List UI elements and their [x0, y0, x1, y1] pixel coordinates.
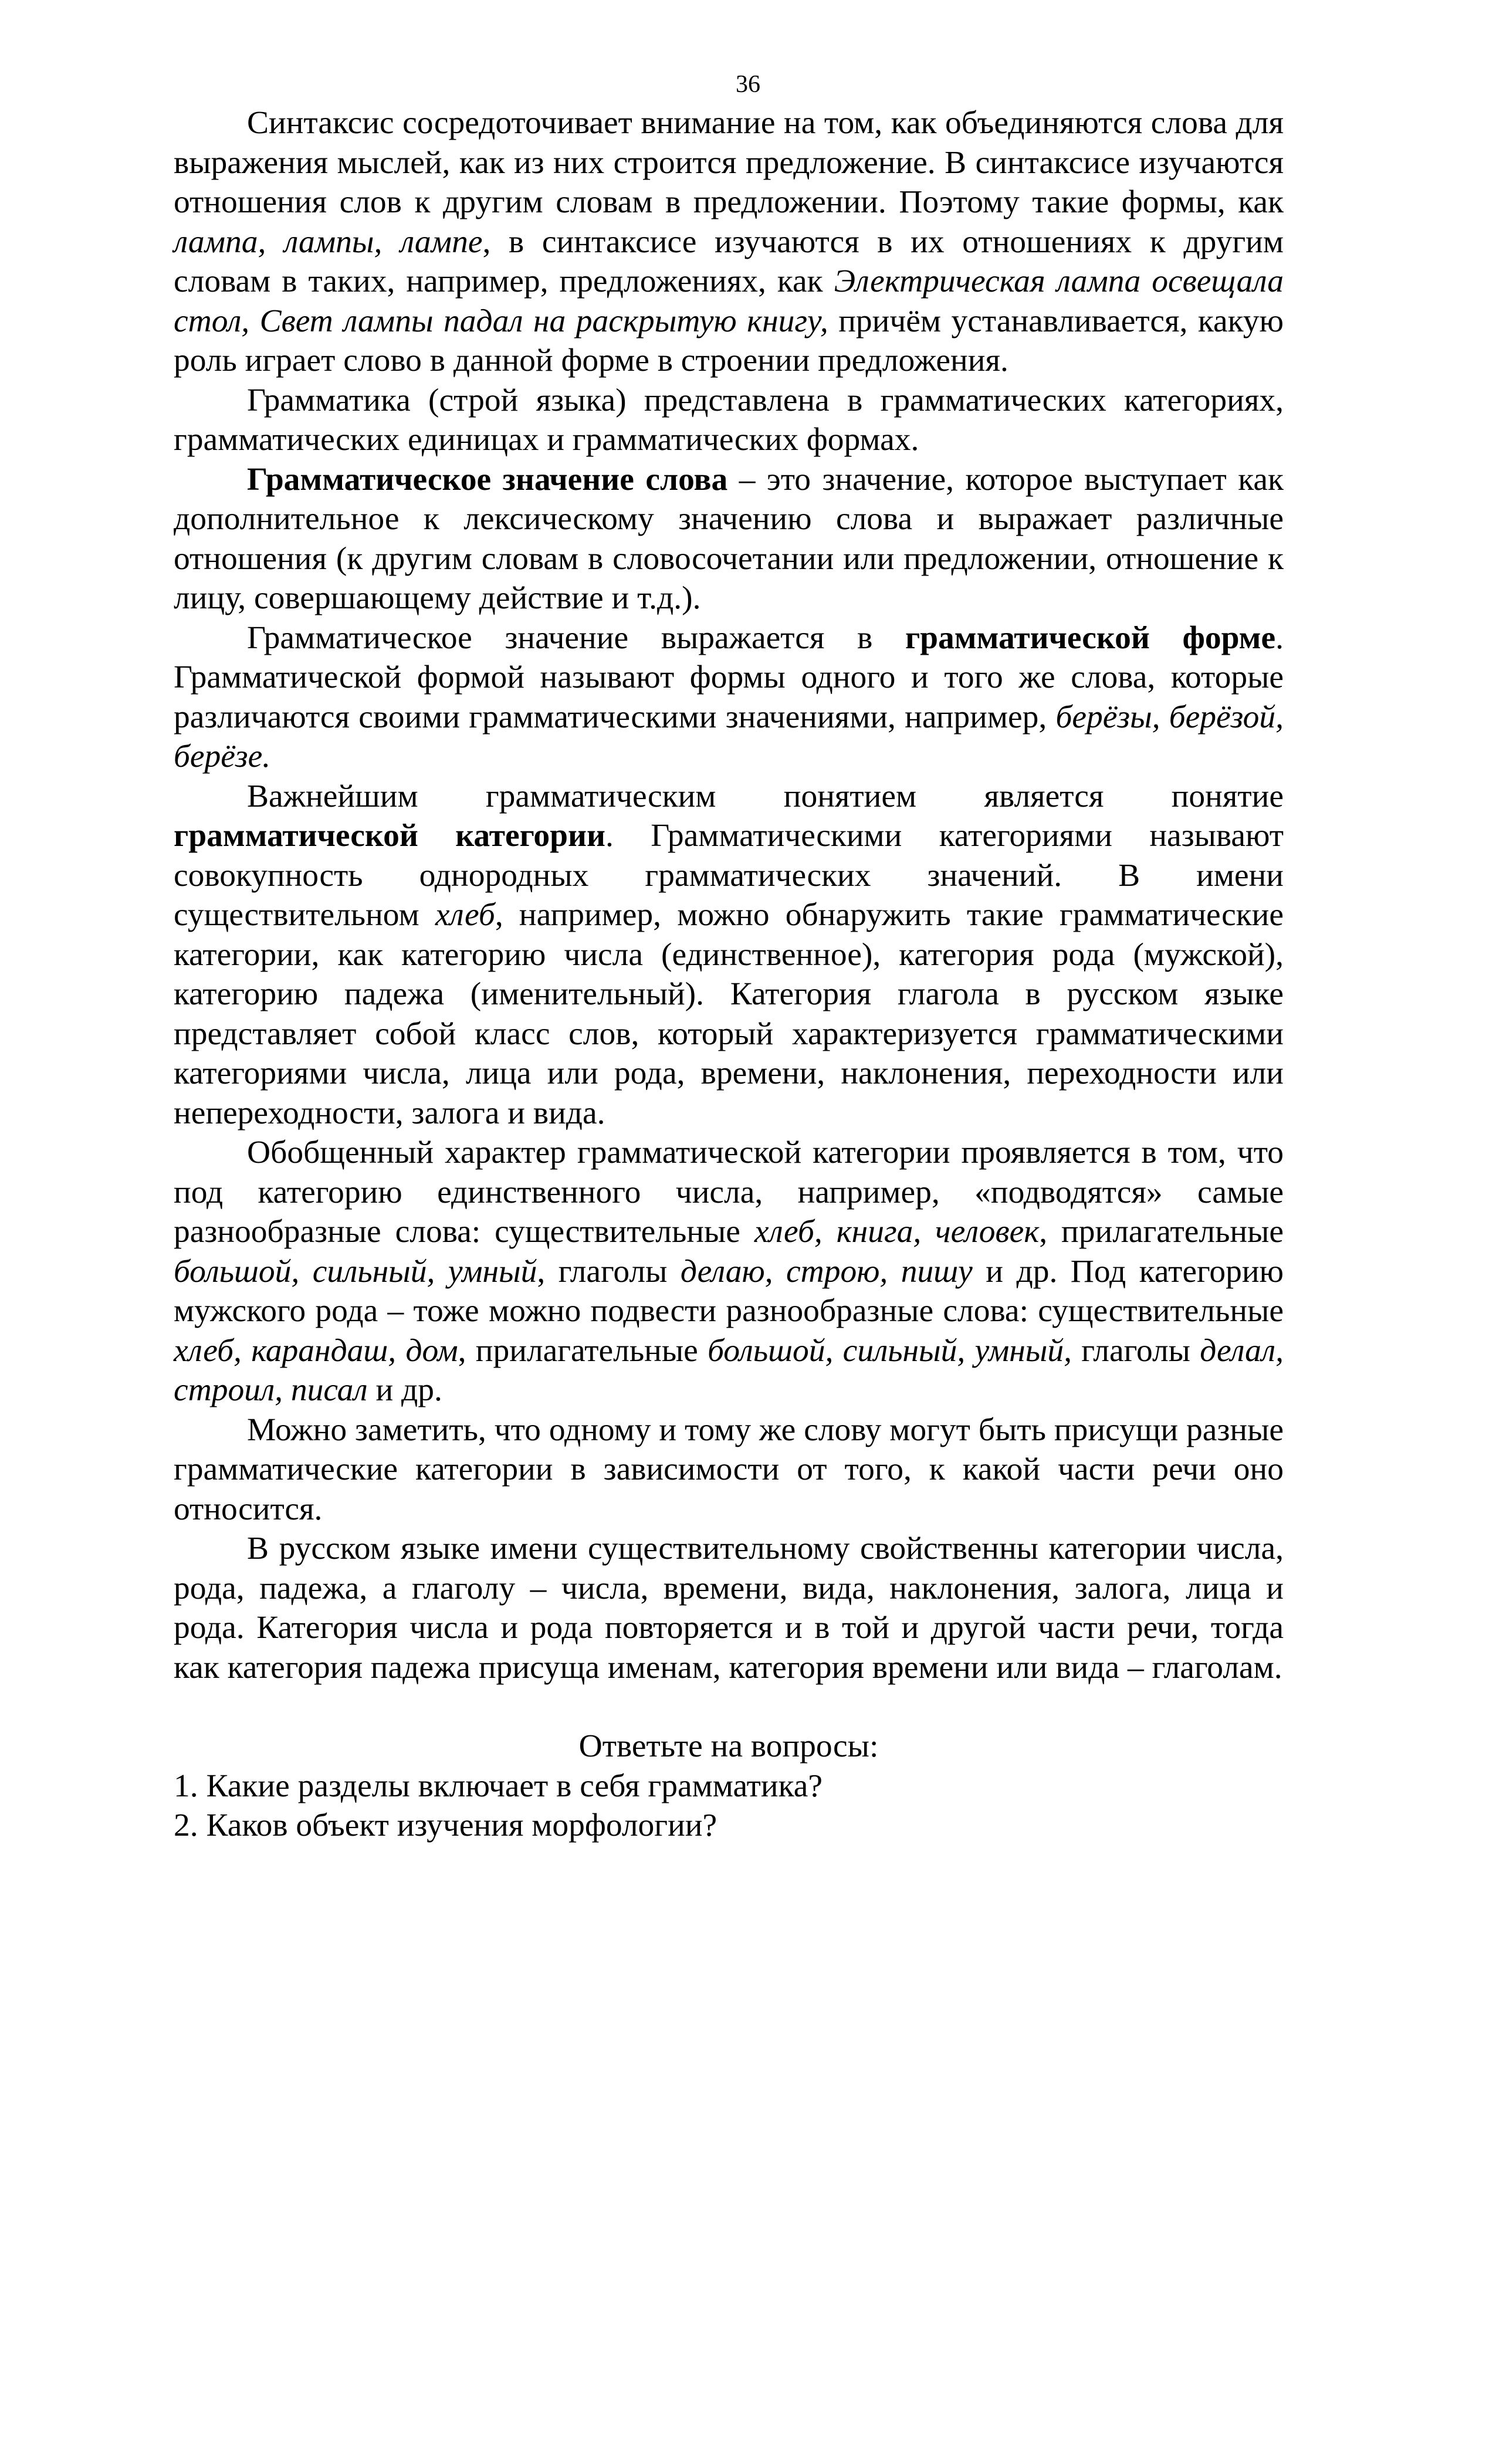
italic-example: делаю, строю, пишу — [680, 1253, 973, 1289]
text-span: , прилагательные — [1039, 1214, 1284, 1250]
italic-example: делал, строил, писал — [174, 1332, 1284, 1408]
question-item: 2. Каков объект изучения морфологии? — [174, 1808, 717, 1843]
text-span: , глаголы — [537, 1253, 681, 1289]
text-span: глаголы — [1072, 1332, 1200, 1369]
questions-heading: Ответьте на вопросы: — [578, 1728, 879, 1764]
text-span: . Грамматической формой называют формы одного и того же слова, которые различаются своими грамматическими значениями, например, — [174, 620, 1284, 735]
text-span: , в синтаксисе изучаются в их отношениях к другим словам в таких, например, предложениях, как — [174, 224, 1284, 299]
text-span: Можно заметить, что одному и тому же слову могут быть присущи разные грамматические категории в зависимости от того, к какой части речи оно относится. — [174, 1412, 1284, 1527]
text-span: – это значение, которое выступает как дополнительное к лексическому значению слова и выражает различные отношения (к другим словам в словосочетании или предложении, отношение к лицу, совершающему действие и т.д.). — [174, 461, 1284, 616]
bold-term: Грамматическое значение слова — [247, 461, 728, 497]
paragraph-russian-categories — [174, 1529, 1284, 1687]
text-span: и др. — [367, 1372, 442, 1408]
text-span: причём устанавливается, какую роль играет слово в данной форме в строении предложения. — [174, 303, 1284, 378]
italic-example: берёзы, берёзой, берёзе. — [174, 699, 1284, 774]
page-number: 36 — [736, 71, 760, 98]
paragraph-word-categories — [174, 1410, 1284, 1529]
text-span: Важнейшим грамматическим понятием является понятие — [247, 778, 1284, 814]
text-span: Грамматика (строй языка) представлена в грамматических категориях, грамматических единицах и грамматических формах. — [174, 382, 1284, 458]
bold-term: грамматической категории — [174, 818, 605, 854]
text-span: Грамматическое значение выражается в — [247, 620, 905, 656]
paragraph-grammatical-meaning — [174, 460, 1284, 618]
italic-example: хлеб — [435, 897, 495, 933]
italic-example: большой, сильный, умный — [174, 1253, 537, 1289]
text-span: . Грамматическими категориями называют совокупность однородных грамматических значений. В имени существительном — [174, 818, 1284, 933]
text-span: В русском языке имени существительному свойственны категории числа, рода, падежа, а глаголу – числа, времени, вида, наклонения, залога, лица и рода. Категория числа и рода повторяется и в той и другой части речи, тогда как категория падежа присуща именам, категория времени или вида – глаголам. — [174, 1531, 1284, 1685]
text-span: Синтаксис сосредоточивает внимание на том, как объединяются слова для выражения мыслей, как из них строится предложение. В синтаксисе изучаются отношения слов к другим словам в предложении. Поэтому такие формы, как — [174, 105, 1284, 220]
text-span: , например, можно обнаружить такие грамматические категории, как категорию числа (единственное), категория рода (мужской), категорию падежа (именительный). Категория глагола в русском языке представляет собой класс слов, который характеризуется грамматическими категориями числа, лица или рода, времени, наклонения, переходности или непереходности, залога и вида. — [174, 897, 1284, 1131]
document-body — [174, 103, 1284, 1846]
text-span: и др. Под категорию мужского рода – тоже можно подвести разнообразные слова: существительные — [174, 1253, 1284, 1329]
italic-example: хлеб, книга, человек — [754, 1214, 1040, 1250]
text-span: Обобщенный характер грамматической категории проявляется в том, что под категорию единственного числа, например, «подводятся» самые разнообразные слова: существительные — [174, 1135, 1284, 1250]
paragraph-generalized-character — [174, 1133, 1284, 1410]
italic-example: большой, сильный, умный, — [708, 1332, 1072, 1369]
italic-example: хлеб, карандаш, дом — [174, 1332, 458, 1369]
paragraph-grammar — [174, 381, 1284, 460]
italic-example: лампа, лампы, лампе — [174, 224, 483, 260]
italic-example: Электрическая лампа освещала стол, Свет лампы падал на раскрытую книгу, — [174, 263, 1284, 339]
paragraph-grammatical-category — [174, 777, 1284, 1133]
question-item: 1. Какие разделы включает в себя грамматика? — [174, 1768, 823, 1804]
bold-term: грамматической форме — [905, 620, 1276, 656]
text-span: , прилагательные — [458, 1332, 708, 1369]
paragraph-syntax — [174, 103, 1284, 381]
paragraph-grammatical-form — [174, 618, 1284, 777]
